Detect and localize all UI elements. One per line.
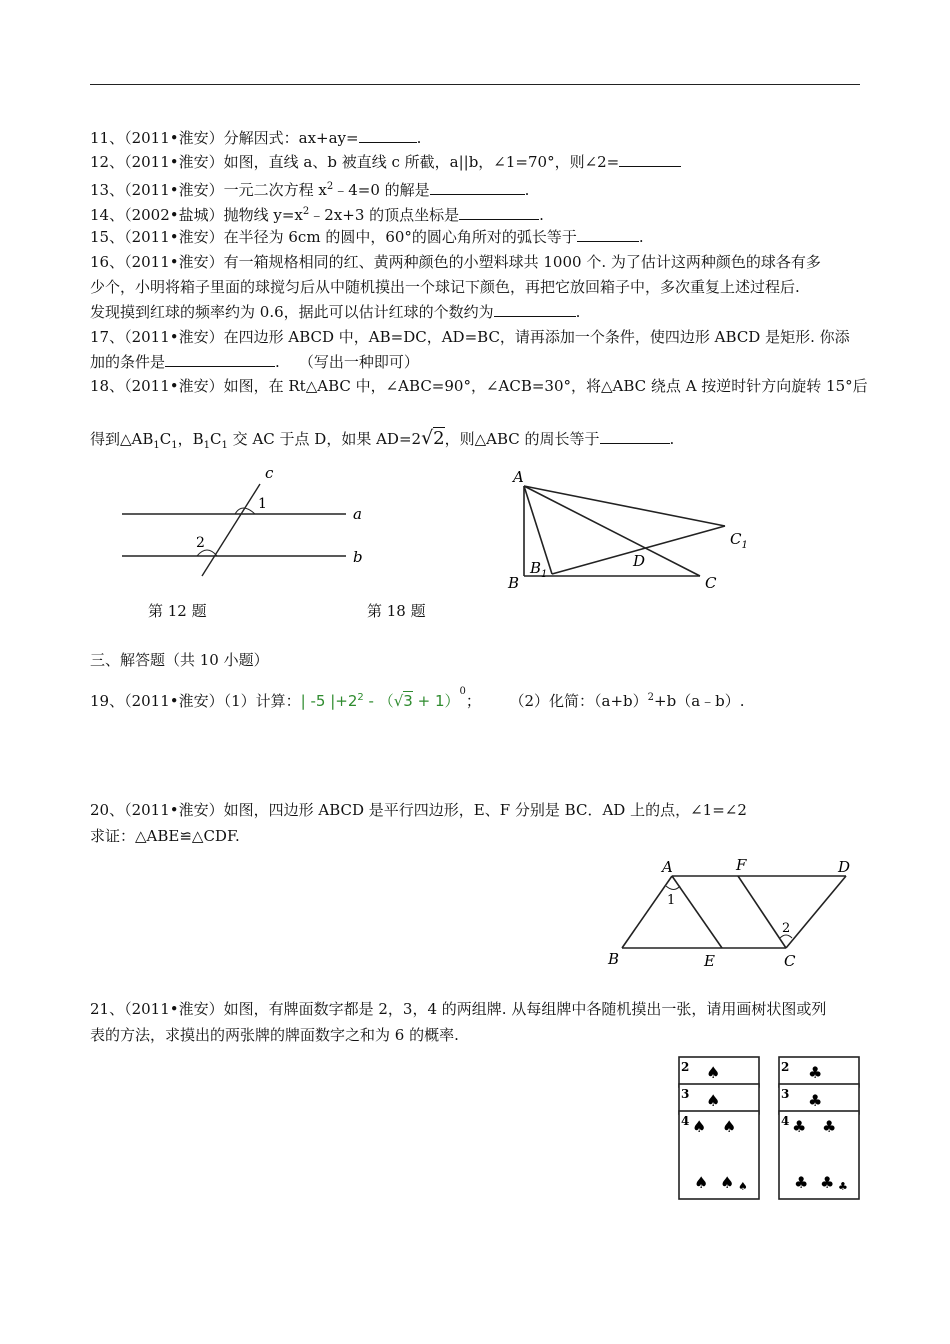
calc-expression: | -5 $|+2^2 - (√3 + 1)$ (300, 692, 460, 710)
figure-20 (600, 850, 865, 972)
spade-icon: ♠ (720, 1173, 735, 1192)
question-12: 12、（2011•淮安）如图，直线 a、b 被直线 c 所截，a||b，∠1=70°，则∠2= (90, 152, 870, 172)
question-21-line2: 表的方法，求摸出的两张牌的牌面数字之和为 6 的概率. (90, 1026, 459, 1044)
q-source: （2011•淮安） (124, 129, 224, 147)
spade-icon: ♠ (706, 1063, 721, 1082)
club-icon: ♣ (794, 1173, 809, 1192)
spade-icon: ♠ (738, 1180, 748, 1193)
club-icon: ♣ (808, 1063, 823, 1082)
question-17-line2: 加的条件是 . （写出一种即可） (90, 353, 419, 371)
q-number: 11、 (90, 129, 125, 147)
spade-icon: ♠ (692, 1117, 707, 1136)
label-A: A (513, 468, 524, 486)
label-C: C (705, 574, 717, 592)
label-E: E (704, 952, 715, 970)
label-C: C (784, 952, 796, 970)
label-B: B (608, 950, 620, 968)
card-2-rank: 2 (681, 1060, 690, 1074)
club-icon: ♣ (838, 1180, 848, 1193)
answer-blank[interactable] (619, 152, 681, 167)
label-F: F (736, 856, 747, 874)
card-group-clubs (776, 1054, 866, 1202)
section-title: 三、解答题（共 10 小题） (90, 651, 269, 669)
label-A: A (662, 858, 673, 876)
q-text: 如图，直线 a、b 被直线 c 所截，a||b，∠1=70°，则∠2= (223, 153, 620, 171)
label-B: B (508, 574, 520, 592)
question-21-line1: 21、（2011•淮安）如图，有牌面数字都是 2，3，4 的两组牌. 从每组牌中各随机摸出一张，请用画树状图或列 (90, 1000, 827, 1018)
question-20-line2: 求证：△ABE≌△CDF. (90, 827, 240, 845)
header-rule (90, 84, 860, 85)
question-20-line1: 20、（2011•淮安）如图，四边形 ABCD 是平行四边形，E、F 分别是 BC．AD 上的点，∠1=∠2 (90, 801, 747, 819)
question-18-line2: 得到$\triangle AB_1C_1$，$B_1C_1$ 交 AC 于点 D，如果 AD=2√2，则△ABC 的周长等于 . (90, 427, 675, 451)
question-18-line1: 18、（2011•淮安）如图，在 Rt△ABC 中，∠ABC=90°，∠ACB=30°，将△ABC 绕点 A 按逆时针方向旋转 15°后 (90, 377, 868, 395)
figure-12-caption: 第 12 题 (148, 602, 207, 620)
club-icon: ♣ (808, 1091, 823, 1110)
label-C1: $C_1$ (730, 530, 748, 551)
answer-blank[interactable] (165, 352, 275, 367)
answer-blank[interactable] (600, 429, 670, 444)
label-angle-1: 1 (258, 496, 267, 512)
label-D: D (838, 858, 851, 876)
answer-blank[interactable] (359, 128, 417, 143)
question-17-line1: 17、（2011•淮安）在四边形 ABCD 中，AB=DC，AD=BC，请再添加一个条件，使四边形 ABCD 是矩形. 你添 (90, 328, 850, 346)
card-4-rank: 4 (781, 1114, 790, 1128)
card-3-rank: 3 (681, 1087, 690, 1101)
question-11: 11、（2011•淮安）分解因式：ax+ay= . (90, 129, 422, 147)
label-angle-2: 2 (196, 535, 205, 551)
question-16-line1: 16、（2011•淮安）有一箱规格相同的红、黄两种颜色的小塑料球共 1000 个. 为了估计这两种颜色的球各有多 (90, 253, 821, 271)
label-angle-2: 2 (782, 921, 791, 936)
question-15: 15、（2011•淮安）在半径为 6cm 的圆中，60°的圆心角所对的弧长等于 . (90, 228, 644, 246)
card-group-spades (676, 1054, 766, 1202)
card-3-rank: 3 (781, 1087, 790, 1101)
answer-blank[interactable] (459, 205, 539, 220)
q-text: 分解因式：ax+ay= (223, 129, 359, 147)
question-19: 19、（2011•淮安）（1）计算：| -5 $|+2^2 - (√3 + 1)^0$； （2）化简：$(a+b)^2+b(a﹣b)$. (90, 686, 745, 710)
sqrt-sign: √ (421, 427, 434, 449)
label-angle-1: 1 (667, 893, 676, 908)
label-D: D (633, 552, 646, 570)
club-icon: ♣ (822, 1117, 837, 1136)
question-16-line3: 发现摸到红球的频率约为 0.6，据此可以估计红球的个数约为 . (90, 303, 581, 321)
question-13: 13、（2011•淮安）一元二次方程 $x^2﹣4=0$ 的解是 . (90, 181, 530, 199)
club-icon: ♣ (792, 1117, 807, 1136)
answer-blank[interactable] (494, 302, 576, 317)
label-b: b (353, 548, 363, 566)
answer-blank[interactable] (430, 180, 525, 195)
label-B1: $B_1$ (530, 559, 548, 580)
answer-blank[interactable] (577, 227, 639, 242)
figure-12 (110, 464, 380, 584)
label-a: a (353, 505, 362, 523)
spade-icon: ♠ (722, 1117, 737, 1136)
figure-18-caption: 第 18 题 (367, 602, 426, 620)
club-icon: ♣ (820, 1173, 835, 1192)
label-c: c (265, 464, 274, 482)
figure-18 (500, 466, 770, 596)
question-14: 14、（2002•盐城）抛物线 $y=x^2﹣2x+3$ 的顶点坐标是 . (90, 206, 544, 224)
question-16-line2: 少个，小明将箱子里面的球搅匀后从中随机摸出一个球记下颜色，再把它放回箱子中，多次重复上述过程后. (90, 278, 800, 296)
spade-icon: ♠ (694, 1173, 709, 1192)
card-2-rank: 2 (781, 1060, 790, 1074)
spade-icon: ♠ (706, 1091, 721, 1110)
card-4-rank: 4 (681, 1114, 690, 1128)
